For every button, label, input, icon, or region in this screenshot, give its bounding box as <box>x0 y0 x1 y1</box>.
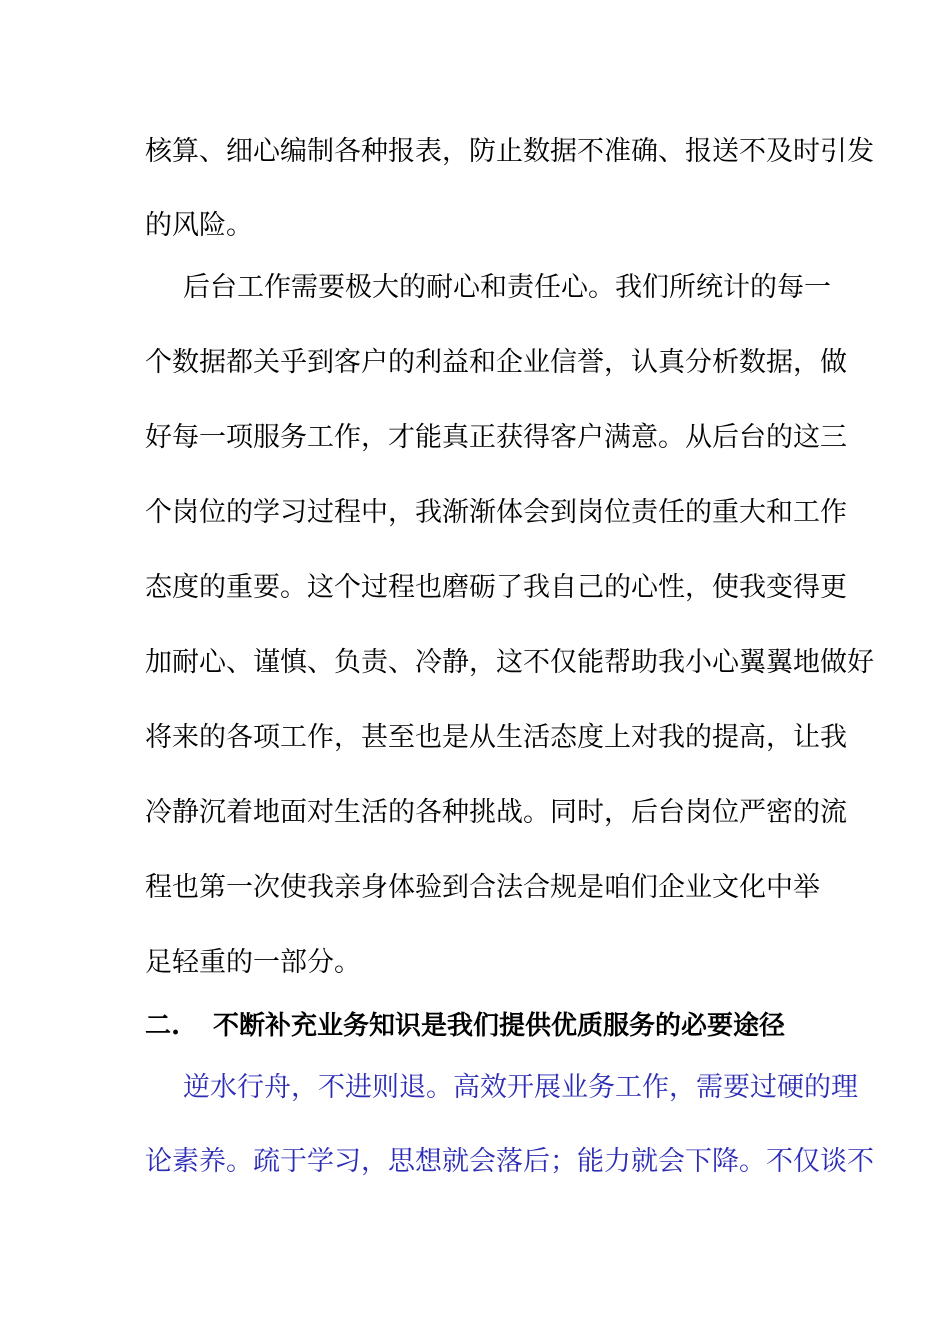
paragraph-2-line-2: 个数据都关乎到客户的利益和企业信誉，认真分析数据，做 <box>145 347 847 378</box>
paragraph-2-line-9: 程也第一次使我亲身体验到合法合规是咱们企业文化中举 <box>145 872 820 903</box>
paragraph-2-line-3: 好每一项服务工作，才能真正获得客户满意。从后台的这三 <box>145 422 847 453</box>
paragraph-3-line-1: 逆水行舟，不进则退。高效开展业务工作，需要过硬的理 <box>183 1072 858 1103</box>
paragraph-2-line-8: 冷静沉着地面对生活的各种挑战。同时，后台岗位严密的流 <box>145 797 847 828</box>
section-2-number: 二. <box>145 1011 181 1041</box>
section-2-heading <box>145 1008 810 1044</box>
paragraph-2-line-7: 将来的各项工作，甚至也是从生活态度上对我的提高，让我 <box>145 722 847 753</box>
paragraph-2-line-4: 个岗位的学习过程中，我渐渐体会到岗位责任的重大和工作 <box>145 497 847 528</box>
section-2-title: 不断补充业务知识是我们提供优质服务的必要途径 <box>213 1011 786 1041</box>
paragraph-1-line-2: 的风险。 <box>145 210 253 241</box>
paragraph-2-line-1: 后台工作需要极大的耐心和责任心。我们所统计的每一 <box>183 272 831 303</box>
paragraph-2-line-6: 加耐心、谨慎、负责、冷静，这不仅能帮助我小心翼翼地做好 <box>145 647 874 678</box>
paragraph-2-line-5: 态度的重要。这个过程也磨砺了我自己的心性，使我变得更 <box>145 572 847 603</box>
paragraph-1-line-1: 核算、细心编制各种报表，防止数据不准确、报送不及时引发 <box>145 136 874 167</box>
paragraph-2-line-10: 足轻重的一部分。 <box>145 947 361 978</box>
paragraph-3-line-2: 论素养。疏于学习，思想就会落后；能力就会下降。不仅谈不 <box>145 1146 874 1177</box>
